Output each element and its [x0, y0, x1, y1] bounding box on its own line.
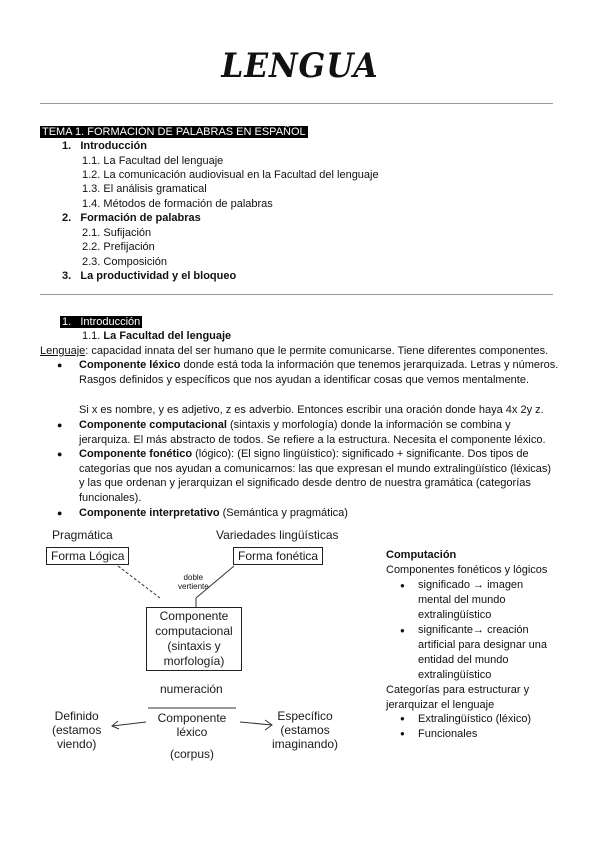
notes-cat-item: ● Extralingüístico (léxico): [418, 712, 531, 726]
bullet-interpretativo: ● Componente interpretativo (Semántica y pragmática): [79, 506, 559, 521]
toc-item: 1.3. El análisis gramatical: [82, 183, 207, 195]
notes-cat-item: ● Funcionales: [418, 727, 477, 741]
divider: [40, 103, 553, 104]
section-subheading: 1.1. La Facultad del lenguaje: [82, 330, 232, 342]
label-pragmatica: Pragmática: [52, 528, 113, 542]
example-line: Si x es nombre, y es adjetivo, z es adverbio. Entonces escribir una oración donde haya 4x 2y z.: [79, 404, 544, 416]
notes-item: ● significante→ creación artificial para designar una entidad del mundo extralingüístico: [418, 623, 547, 683]
notes-categories: Categorías para estructurar y jerarquizar el lenguaje: [386, 684, 530, 711]
notes-item: ● significado → imagen mental del mundo extralingüístico: [418, 578, 523, 623]
toc-item: 3. La productividad y el bloqueo: [62, 270, 237, 282]
label-definido: Definido (estamos viendo): [52, 709, 102, 751]
toc-item: 2.3. Composición: [82, 256, 168, 268]
section-heading: 1. Introducción: [62, 316, 141, 328]
bullet-fonetico: ● Componente fonético (lógico): (El signo lingüístico): significado + significante. Dos tipos de categorías que nos ayudan a comunicarnos: las que expresan el mundo extralingüístico (léxicas) y las que ordenan y jerarquizan el significado desde dentro de nuestra gramática (categorías funcionales).: [79, 447, 559, 505]
label-doble-vertiente: doble vertiente: [178, 573, 209, 591]
toc-item: 1.2. La comunicación audiovisual en la Facultad del lenguaje: [82, 169, 379, 181]
bullet-computacional: ● Componente computacional (sintaxis y morfología) donde la información se combina y jerarquiza. El más abstracto de todos. Se refiere a la estructura. Necesita el componente léxico.: [79, 418, 559, 447]
page-title: LENGUA: [221, 46, 379, 86]
toc-item: 2. Formación de palabras: [62, 212, 201, 224]
label-componente-lexico: Componente léxico: [157, 711, 227, 739]
lenguaje-definition: Lenguaje: capacidad innata del ser humano que le permite comunicarse. Tiene diferentes componentes.: [40, 345, 549, 357]
arrow-especifico: [240, 722, 272, 725]
box-componente-computacional: Componente computacional (sintaxis y morfología): [146, 607, 242, 671]
notes-title: Computación: [386, 549, 457, 561]
divider: [40, 294, 553, 295]
toc-item: 1.1. La Facultad del lenguaje: [82, 155, 224, 167]
toc-item: 1.4. Métodos de formación de palabras: [82, 198, 273, 210]
notes-subtitle: Componentes fonéticos y lógicos: [386, 564, 548, 576]
label-numeracion: numeración: [160, 682, 223, 696]
arrow-definido: [112, 722, 146, 726]
label-variedades: Variedades lingüísticas: [216, 528, 339, 542]
label-corpus: (corpus): [170, 747, 215, 761]
dashed-connector: [118, 566, 160, 598]
toc-item: 2.1. Sufijación: [82, 227, 152, 239]
toc-item: 2.2. Prefijación: [82, 241, 155, 253]
label-especifico: Específico (estamos imaginando): [272, 709, 339, 751]
toc-item: 1. Introducción: [62, 140, 147, 152]
toc-heading: TEMA 1. FORMACIÓN DE PALABRAS EN ESPAÑOL: [42, 126, 306, 138]
bullet-lexico: ● Componente léxico donde está toda la información que tenemos jerarquizada. Letras y números. Rasgos definidos y específicos que nos ayudan a identificar cosas que vemos mentalmente.: [79, 358, 559, 387]
box-forma-fonetica: Forma fonética: [233, 547, 323, 565]
box-forma-logica: Forma Lógica: [46, 547, 129, 565]
